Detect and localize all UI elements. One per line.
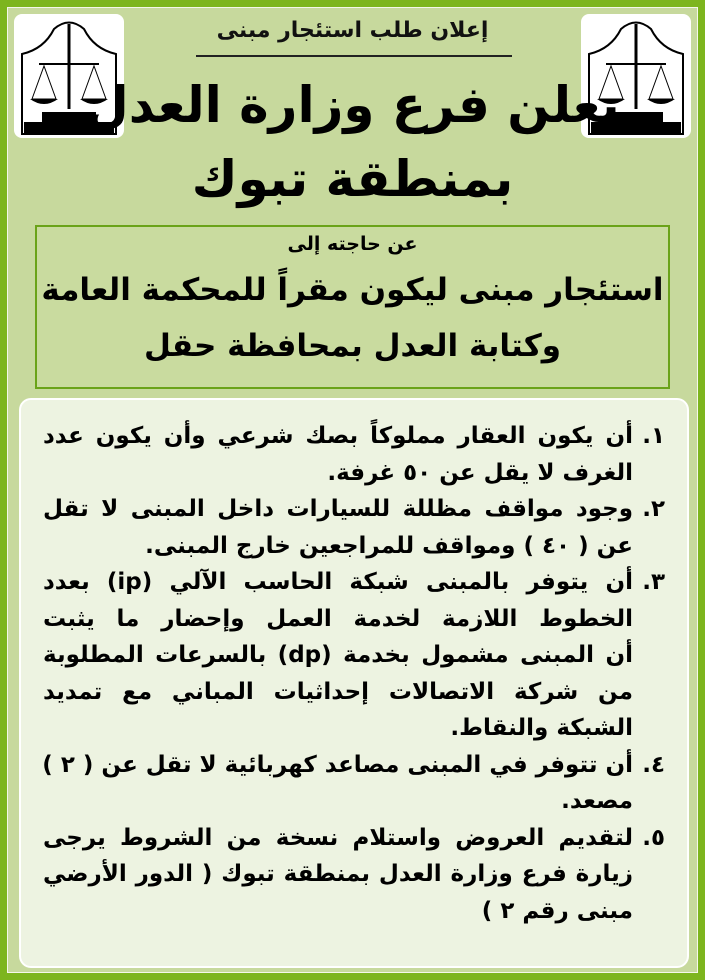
term-number: ٥.: [642, 824, 665, 851]
term-line: أن تتوفر في المبنى مصاعد كهربائية لا تقل عن ( ٢ ): [42, 751, 633, 778]
term-number: ٢.: [642, 496, 665, 522]
headline-line-1: يعلن فرع وزارة العدل: [85, 76, 620, 134]
advertisement: [7, 7, 698, 973]
terms-list: [19, 398, 689, 968]
need-box: [35, 225, 670, 389]
term-line: مصعد.: [561, 788, 633, 814]
term-line: من شركة الاتصالات إحداثيات المباني مع تمديد: [43, 678, 633, 705]
need-line-2: وكتابة العدل بمحافظة حقل: [143, 328, 561, 364]
announcement-kicker: إعلان طلب استئجار مبنى: [216, 18, 489, 43]
term-item: [43, 491, 665, 564]
term-line: أن المبنى مشمول بخدمة (dp) بالسرعات المطلوبة: [43, 642, 633, 668]
term-number: ١.: [642, 423, 665, 449]
term-line: أن يكون العقار مملوكاً بصك شرعي وأن يكون عدد: [43, 423, 633, 449]
term-item: [43, 564, 665, 747]
term-item: [43, 747, 665, 820]
need-line-1: استئجار مبنى ليكون مقراً للمحكمة العامة: [41, 272, 664, 308]
term-number: ٣.: [642, 569, 665, 595]
kicker-underline: [196, 55, 512, 57]
term-line: مبنى رقم ٢ ): [481, 897, 633, 924]
term-number: ٤.: [642, 751, 665, 778]
headline-line-2: بمنطقة تبوك: [191, 150, 514, 208]
term-line: وجود مواقف مظللة للسيارات داخل المبنى لا تقل: [43, 496, 633, 522]
term-line: أن يتوفر بالمبنى شبكة الحاسب الآلي (ip) بعدد: [43, 569, 633, 595]
term-line: لتقديم العروض واستلام نسخة من الشروط يرجى: [43, 824, 633, 851]
term-line: الشبكة والنقاط.: [450, 715, 633, 741]
term-line: الخطوط اللازمة لخدمة العمل وإحضار ما يثبت: [43, 605, 633, 632]
term-line: زيارة فرع وزارة العدل بمنطقة تبوك ( الدور الأرضي: [43, 861, 633, 887]
term-item: [43, 820, 665, 930]
term-line: الغرف لا يقل عن ٥٠ غرفة.: [327, 459, 633, 486]
term-item: [43, 418, 665, 491]
need-intro: عن حاجته إلى: [287, 233, 418, 255]
term-line: عن ( ٤٠ ) ومواقف للمراجعين خارج المبنى.: [145, 532, 633, 559]
